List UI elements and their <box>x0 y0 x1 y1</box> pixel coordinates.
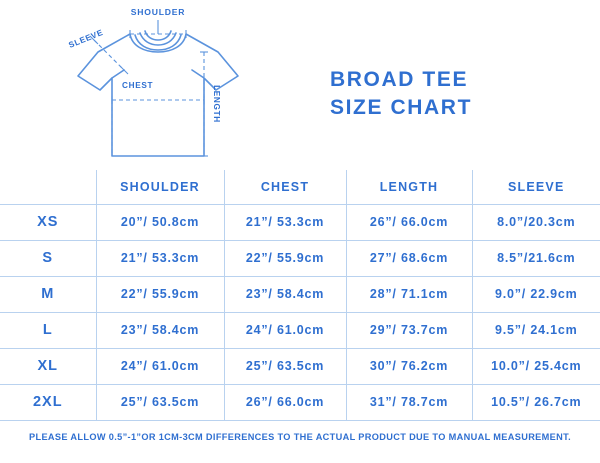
title-line-1: BROAD TEE <box>330 68 469 91</box>
cell-sleeve: 10.5”/ 26.7cm <box>472 384 600 420</box>
tshirt-measurement-diagram <box>38 4 298 170</box>
table-row <box>0 312 600 348</box>
table-header-chest: CHEST <box>224 170 346 204</box>
table-header-shoulder: SHOULDER <box>96 170 224 204</box>
cell-chest: 25”/ 63.5cm <box>224 348 346 384</box>
diagram-label-shoulder: SHOULDER <box>130 7 186 17</box>
table-header-row <box>0 170 600 204</box>
cell-length: 26”/ 66.0cm <box>346 204 472 240</box>
row-size-label: S <box>0 240 96 276</box>
cell-sleeve: 9.0”/ 22.9cm <box>472 276 600 312</box>
row-size-label: XL <box>0 348 96 384</box>
row-size-label: 2XL <box>0 384 96 420</box>
cell-chest: 24”/ 61.0cm <box>224 312 346 348</box>
size-table <box>0 170 600 421</box>
cell-shoulder: 22”/ 55.9cm <box>96 276 224 312</box>
table-header-corner <box>0 170 96 204</box>
cell-sleeve: 8.0”/20.3cm <box>472 204 600 240</box>
cell-shoulder: 23”/ 58.4cm <box>96 312 224 348</box>
title-line-2: SIZE CHART <box>330 95 472 119</box>
table-row <box>0 384 600 420</box>
cell-length: 27”/ 68.6cm <box>346 240 472 276</box>
cell-shoulder: 21”/ 53.3cm <box>96 240 224 276</box>
table-header-sleeve: SLEEVE <box>472 170 600 204</box>
cell-length: 30”/ 76.2cm <box>346 348 472 384</box>
row-size-label: XS <box>0 204 96 240</box>
size-table-wrapper <box>0 170 600 428</box>
cell-sleeve: 9.5”/ 24.1cm <box>472 312 600 348</box>
cell-shoulder: 25”/ 63.5cm <box>96 384 224 420</box>
cell-chest: 23”/ 58.4cm <box>224 276 346 312</box>
diagram-label-sleeve: SLEEVE <box>67 27 105 50</box>
table-row <box>0 276 600 312</box>
cell-length: 31”/ 78.7cm <box>346 384 472 420</box>
cell-sleeve: 8.5”/21.6cm <box>472 240 600 276</box>
cell-sleeve: 10.0”/ 25.4cm <box>472 348 600 384</box>
cell-chest: 21”/ 53.3cm <box>224 204 346 240</box>
cell-chest: 26”/ 66.0cm <box>224 384 346 420</box>
header-area <box>0 0 600 170</box>
row-size-label: L <box>0 312 96 348</box>
table-row <box>0 348 600 384</box>
cell-shoulder: 20”/ 50.8cm <box>96 204 224 240</box>
cell-chest: 22”/ 55.9cm <box>224 240 346 276</box>
diagram-label-chest: CHEST <box>122 81 154 90</box>
measurement-disclaimer: PLEASE ALLOW 0.5”-1”OR 1CM-3CM DIFFERENCES TO THE ACTUAL PRODUCT DUE TO MANUAL MEASUREMENT. <box>29 432 571 442</box>
diagram-label-length: LENGTH <box>212 85 221 123</box>
cell-length: 28”/ 71.1cm <box>346 276 472 312</box>
cell-length: 29”/ 73.7cm <box>346 312 472 348</box>
row-size-label: M <box>0 276 96 312</box>
page-title <box>330 66 590 122</box>
table-row <box>0 240 600 276</box>
cell-shoulder: 24”/ 61.0cm <box>96 348 224 384</box>
table-header-length: LENGTH <box>346 170 472 204</box>
table-row <box>0 204 600 240</box>
